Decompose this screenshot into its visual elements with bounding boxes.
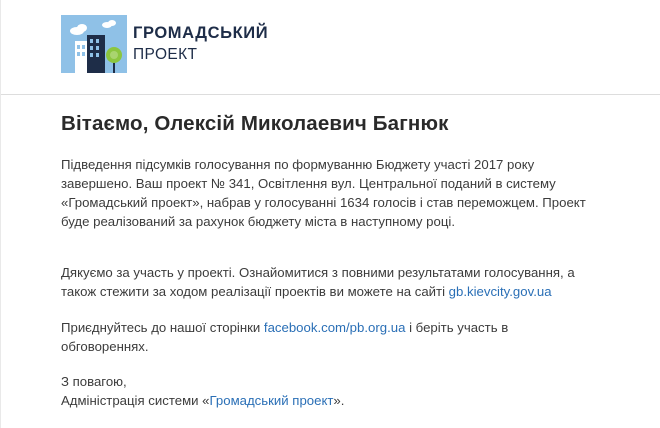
join-line-1-tail: і беріть участь в	[405, 320, 509, 335]
email-body	[61, 112, 641, 408]
logo-text	[133, 23, 268, 65]
city-building-tree-logo-icon	[61, 15, 127, 73]
join-line-2: обговореннях.	[61, 339, 149, 354]
system-link[interactable]: Громадський проект	[209, 393, 334, 408]
signature-suffix: ».	[333, 393, 345, 408]
signature	[61, 372, 621, 410]
greeting-heading: Вітаємо, Олексій Миколаевич Багнюк	[61, 112, 449, 135]
thanks-paragraph	[61, 263, 621, 301]
signature-line-1: З повагою,	[61, 374, 127, 389]
facebook-link[interactable]: facebook.com/pb.org.ua	[263, 320, 406, 335]
join-line-1: Приєднуйтесь до нашої сторінки	[61, 320, 264, 335]
site-link[interactable]: gb.kievcity.gov.ua	[448, 284, 552, 299]
results-line-3: «Громадський проект», набрав у голосуванні 1634 голосів і став переможцем. Проект	[61, 195, 586, 210]
logo[interactable]	[61, 15, 268, 73]
signature-prefix: Адміністрація системи «	[61, 393, 210, 408]
thanks-line-2: також стежити за ходом реалізації проектів ви можете на сайті	[61, 284, 449, 299]
results-paragraph	[61, 155, 621, 231]
logo-subtitle: ПРОЕКТ	[133, 46, 198, 63]
results-line-4: буде реалізований за рахунок бюджету міста в наступному році.	[61, 214, 455, 229]
email-header	[1, 0, 660, 95]
results-line-2: завершено. Ваш проект № 341, Освітлення вул. Центральної поданий в систему	[61, 176, 556, 191]
join-paragraph	[61, 318, 621, 356]
results-line-1: Підведення підсумків голосування по формуванню Бюджету участі 2017 року	[61, 157, 535, 172]
thanks-line-1: Дякуємо за участь у проекті. Ознайомитися з повними результатами голосування, а	[61, 265, 575, 280]
logo-title: ГРОМАДСЬКИЙ	[133, 24, 269, 42]
